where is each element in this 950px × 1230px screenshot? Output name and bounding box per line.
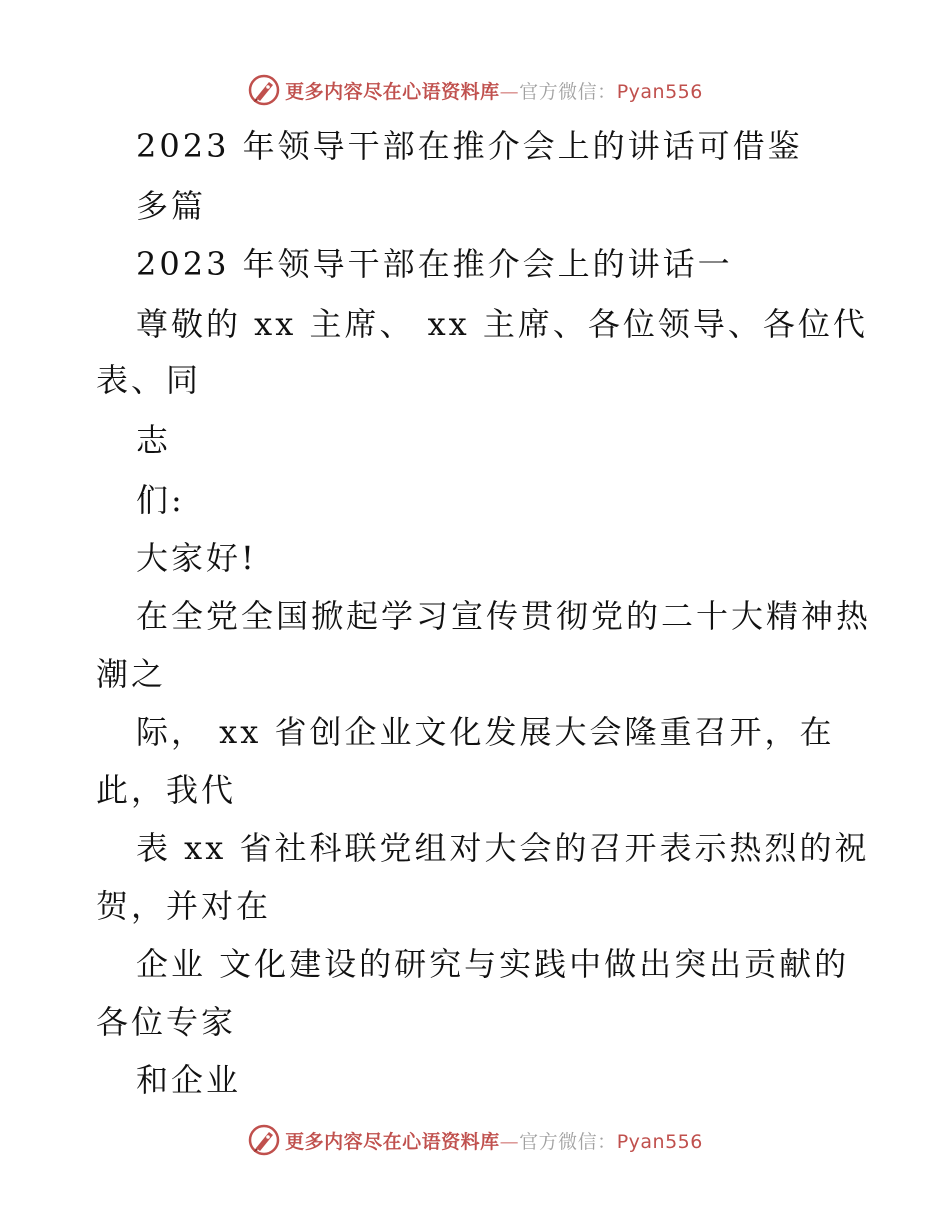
- paragraph-line: 表、同: [96, 361, 202, 399]
- watermark-main-text: 更多内容尽在心语资料库: [285, 1130, 500, 1153]
- watermark-account: Pyan556: [616, 80, 703, 103]
- watermark-main-text: 更多内容尽在心语资料库: [285, 80, 500, 103]
- paragraph-line: 尊敬的 xx 主席、 xx 主席、各位领导、各位代: [136, 305, 868, 343]
- paragraph-line: 企业 文化建设的研究与实践中做出突出贡献的: [136, 945, 850, 983]
- watermark-banner-top: [0, 70, 950, 110]
- paragraph-line: 表 xx 省社科联党组对大会的召开表示热烈的祝: [136, 829, 870, 867]
- paragraph-line: 在全党全国掀起学习宣传贯彻党的二十大精神热: [136, 597, 872, 635]
- paragraph-line: 各位专家: [96, 1003, 237, 1041]
- paragraph-line: 大家好!: [136, 539, 257, 577]
- paragraph-line: 潮之: [96, 655, 167, 693]
- watermark-dash: —: [499, 1130, 520, 1153]
- paragraph-line: 志: [136, 421, 172, 459]
- doc-title-line-2: 多篇: [136, 187, 207, 225]
- paragraph-line: 此，我代: [96, 771, 237, 809]
- watermark-banner-bottom: [0, 1120, 950, 1160]
- watermark-wechat-label: 官方微信：: [519, 80, 617, 103]
- section-heading: 2023 年领导干部在推介会上的讲话一: [136, 245, 733, 283]
- paragraph-line: 和企业: [136, 1061, 242, 1099]
- watermark-wechat-label: 官方微信：: [519, 1130, 617, 1153]
- pen-seal-icon: [247, 1123, 281, 1157]
- doc-title-line-1: 2023 年领导干部在推介会上的讲话可借鉴: [136, 127, 803, 165]
- watermark-dash: —: [499, 80, 520, 103]
- paragraph-line: 们:: [136, 481, 185, 519]
- paragraph-line: 际， xx 省创企业文化发展大会隆重召开，在: [136, 713, 835, 751]
- pen-seal-icon: [247, 73, 281, 107]
- paragraph-line: 贺，并对在: [96, 887, 272, 925]
- watermark-account: Pyan556: [616, 1130, 703, 1153]
